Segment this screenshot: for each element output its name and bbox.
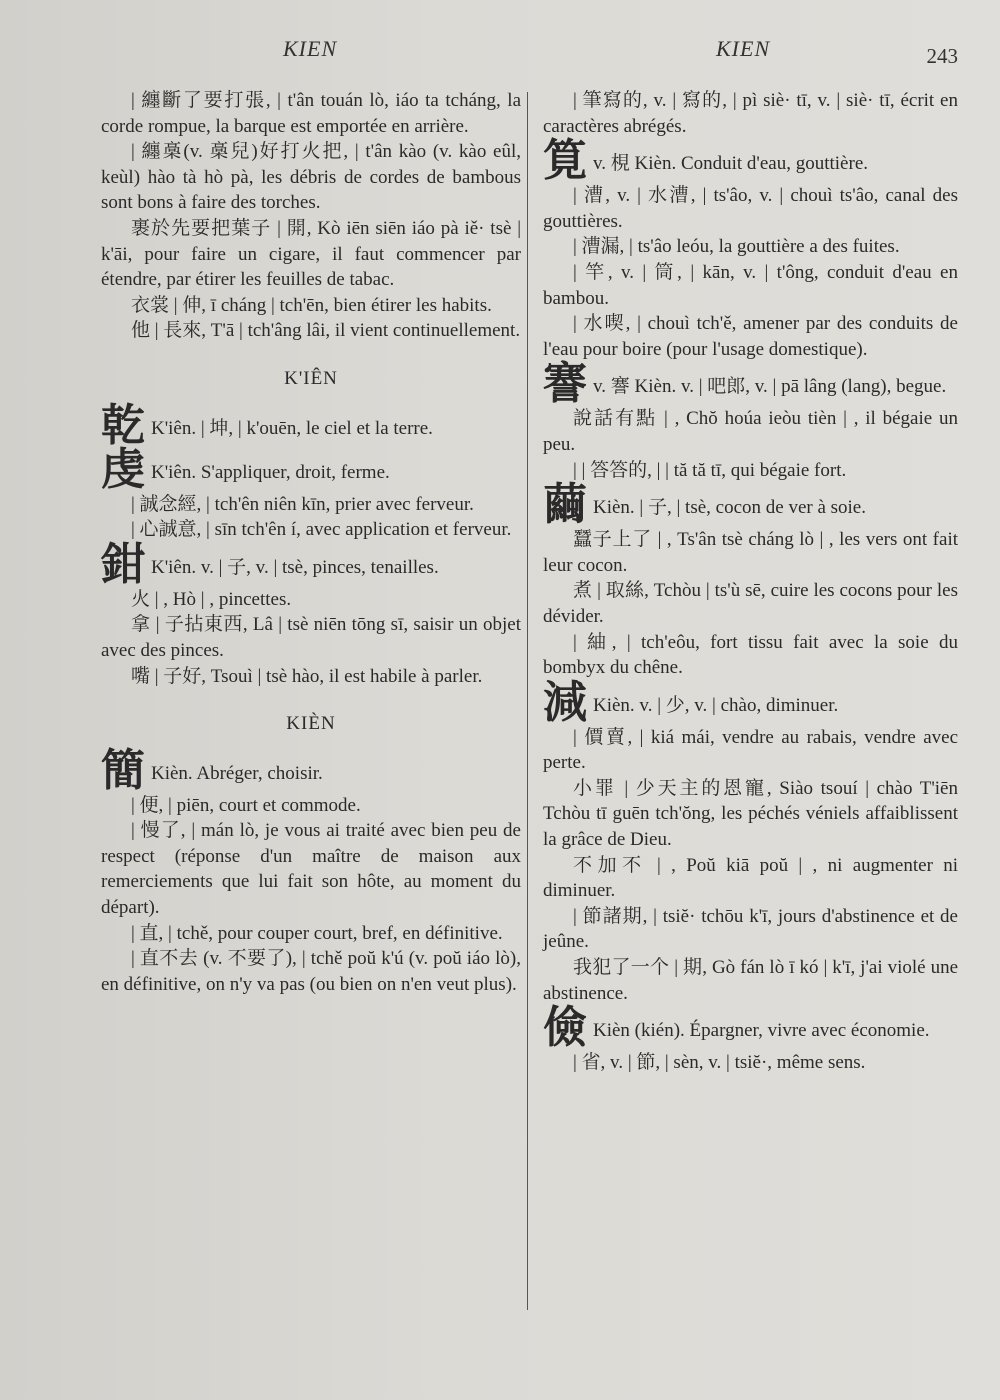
entry-text: Kièn. | 子, | tsè, cocon de ver à soie. [593,497,866,519]
entry-text: K'iên. | 坤, | k'ouēn, le ciel et la terre. [151,417,433,439]
headword-character: 筧 [543,135,587,187]
sub-entry: | 節諸期, | tsiĕ· tchōu k'ī, jours d'abstinence et de jeûne. [543,905,958,953]
sub-entry: 煮 | 取絲, Tchòu | ts'ù sē, cuire les cocons pour les dévider. [543,580,958,627]
sub-entry: | 漕, v. | 水漕, | ts'âo, v. | chouì ts'âo, canal des gouttières. [543,185,958,232]
sub-entry: | 筆寫的, v. | 寫的, | pì siè· tī, v. | siè· tī, écrit en caractères abrégés. [543,90,958,137]
left-column [101,88,521,997]
sub-entry: | 誠念經, | tch'ên niên kīn, prier avec ferveur. [131,493,474,515]
dictionary-entry [101,538,521,590]
sub-entry: 衣裳 | 伸, ī cháng | tch'ēn, bien étirer les habits. [131,294,492,316]
running-head-right: KIEN [716,36,771,61]
dictionary-entry [543,676,958,728]
section-heading: KIÈN [286,713,336,735]
dictionary-entry [101,399,521,451]
sub-entry: 我犯了一个 | 期, Gò fán lò ī kó | k'ī, j'ai violé une abstinence. [543,957,958,1004]
sub-entry: | 價賣, | kiá mái, vendre au rabais, vendre avec perte. [543,726,958,774]
sub-entry: | 水喫, | chouì tch'ě, amener par des conduits de l'eau pour boire (pour l'usage domestique). [543,313,958,360]
sub-entry: | | 答答的, | | tă tă tī, qui bégaie fort. [573,459,847,481]
entry-text: Kièn. v. | 少, v. | chào, diminuer. [593,694,839,716]
headword-character: 簡 [101,744,145,796]
dictionary-entry [543,358,958,410]
sub-entry: 嘴 | 子好, Tsouì | tsè hào, il est habile à parler. [131,665,483,687]
sub-entry: 蠶子上了 | , Ts'ân tsè cháng lò | , les vers ont fait leur cocon. [543,529,958,576]
headword-character: 鉗 [101,538,145,590]
entry-text: Kièn (kién). Épargner, vivre avec économie. [593,1020,930,1042]
section-heading: K'IÊN [284,367,338,389]
headword-character: 虔 [101,443,145,495]
sub-entry: | 慢了, | mán lò, je vous ai traité avec bien peu de respect (réponse d'un maître de maison aux remerciements que lui fait son hôte, au moment du départ). [101,820,521,919]
dictionary-entry [543,135,958,187]
sub-entry: 裹於先要把葉子 | 開, Kò iēn siēn iáo pà iě· tsè | k'āi, pour faire un cigare, il faut commencer par étendre, par étirer les feuilles de tabac. [101,217,521,291]
entry-text: K'iên. v. | 子, v. | tsè, pinces, tenailles. [151,556,439,578]
headword-character: 繭 [543,479,587,531]
sub-entry: 他 | 長來, T'ā | tch'âng lâi, il vient continuellement. [131,320,521,342]
dictionary-entry [543,479,958,531]
sub-entry: | 竿, v. | 筒, | kān, v. | t'ông, conduit d'eau en bambou. [543,261,958,309]
entry-text: Kièn. Abréger, choisir. [151,762,323,784]
entry-text: v. 謇 Kièn. v. | 吧郎, v. | pā lâng (lang), begue. [593,376,947,398]
sub-entry: 小罪 | 少天主的恩寵, Siào tsouí | chào T'iēn Tchòu tī guēn tch'ŏng, les péchés véniels affaiblissent la grâce de Dieu. [543,777,958,851]
column-divider [527,92,528,1310]
sub-entry: | 纏斷了要打張, | t'ân touán lò, iáo ta tcháng, la corde rompue, la barque est emportée en arrière. [101,90,521,137]
sub-entry: | 直不去 (v. 不要了), | tchě poŭ k'ú (v. poŭ iáo lò), en définitive, on n'y va pas (ou bien on n'en veut plus). [101,948,521,995]
sub-entry: | 紬, | tch'eôu, fort tissu fait avec la soie du bombyx du chêne. [543,631,958,679]
sub-entry: | 心誠意, | sīn tch'ên í, avec application et ferveur. [131,519,512,541]
page-number: 243 [926,44,958,68]
sub-entry: | 纏槀(v. 槀兒)好打火把, | t'ân kào (v. kào eûl, keùl) hào tà hò pà, les débris de cordes de bambous sont bons à faire des torches. [101,141,521,214]
entry-text: v. 梘 Kièn. Conduit d'eau, gouttière. [593,153,868,175]
entry-text: K'iên. S'appliquer, droit, ferme. [151,461,390,483]
running-head-left: KIEN [283,36,338,61]
sub-entry: 不加不 | , Poŭ kiā poŭ | , ni augmenter ni diminuer. [543,854,958,902]
headword-character: 謇 [543,358,587,410]
dictionary-entry [101,744,521,796]
sub-entry: | 便, | piēn, court et commode. [131,794,361,816]
sub-entry: 拿 | 子拈東西, Lâ | tsè niēn tōng sī, saisir un objet avec des pinces. [101,614,521,661]
headword-character: 儉 [543,1002,587,1054]
sub-entry: 說話有點 | , Chŏ hoúa ieòu tièn | , il bégaie un peu. [543,408,958,455]
sub-entry: | 漕漏, | ts'âo leóu, la gouttière a des fuites. [573,236,900,258]
dictionary-entry [543,1002,958,1054]
right-column [543,88,958,1076]
headword-character: 減 [543,676,587,728]
headword-character: 乾 [101,399,145,451]
dictionary-entry [101,443,521,495]
sub-entry: 火 | , Hò | , pincettes. [131,588,292,610]
sub-entry: | 省, v. | 節, | sèn, v. | tsiĕ·, même sens. [573,1052,866,1074]
sub-entry: | 直, | tchě, pour couper court, bref, en définitive. [131,922,503,944]
